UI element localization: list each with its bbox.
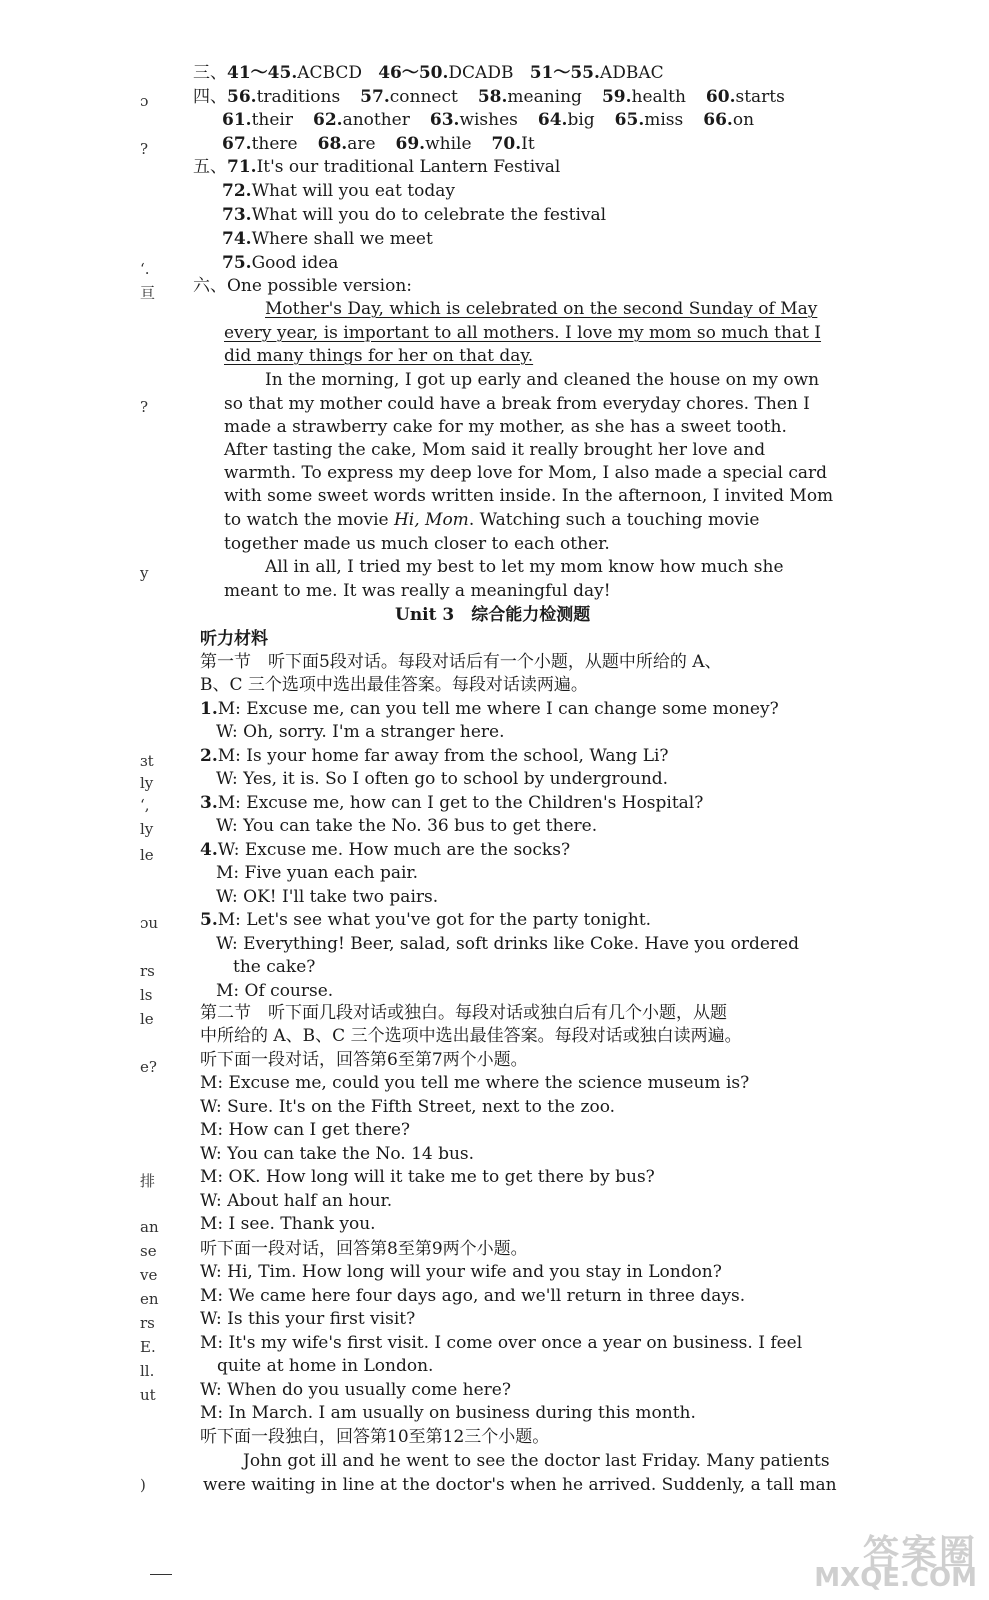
answer-73: 73.What will you do to celebrate the festival bbox=[222, 205, 607, 225]
dialog-line bbox=[216, 768, 668, 790]
answer-number: 64. bbox=[537, 110, 568, 130]
margin-fragment: ut bbox=[140, 1386, 156, 1404]
essay-line: warmth. To express my deep love for Mom, I also made a special card bbox=[224, 463, 827, 483]
answer-number: 57. bbox=[360, 87, 390, 107]
essay-line: After tasting the cake, Mom said it really brought her love and bbox=[224, 440, 766, 460]
margin-fragment: ʻ, bbox=[140, 796, 150, 814]
dialog-line: M: OK. How long will it take me to get there by bus? bbox=[200, 1167, 655, 1187]
answer-number: 69. bbox=[395, 134, 426, 154]
answer-word: their bbox=[251, 110, 293, 130]
essay-line: did many things for her on that day. bbox=[224, 346, 534, 366]
dialog-line bbox=[216, 815, 597, 837]
dialog-number: 5. bbox=[200, 910, 218, 930]
dialog-line: quite at home in London. bbox=[200, 1356, 434, 1376]
margin-fragment: le bbox=[140, 1010, 154, 1028]
listening-title: 听力材料 bbox=[200, 629, 268, 649]
answer-number: 67. bbox=[222, 134, 252, 154]
answer-word: starts bbox=[735, 87, 785, 107]
dialog-number: 3. bbox=[200, 793, 218, 813]
answer-number: 58. bbox=[477, 87, 508, 107]
section-1-instructions: 第一节 听下面5段对话。每段对话后有一个小题，从题中所给的 A、 bbox=[200, 652, 722, 672]
range-41-45: 41～45. bbox=[227, 63, 298, 83]
answer-number: 65. bbox=[614, 110, 645, 130]
answer-word: there bbox=[251, 134, 298, 154]
answer-word: traditions bbox=[256, 87, 341, 107]
margin-fragment: ly bbox=[140, 820, 154, 838]
movie-title: Hi, Mom bbox=[393, 510, 469, 530]
answer-number: 62. bbox=[312, 110, 343, 130]
dialog-line: M: How can I get there? bbox=[200, 1120, 411, 1140]
dialog-number: 4. bbox=[200, 840, 218, 860]
dialog-text: M: Excuse me, how can I get to the Children's Hospital? bbox=[217, 793, 704, 813]
dialog-line bbox=[216, 721, 504, 743]
answer-word: are bbox=[347, 134, 376, 154]
margin-fragment: E. bbox=[140, 1338, 156, 1356]
dialog-line bbox=[200, 745, 669, 767]
margin-fragment: se bbox=[140, 1242, 157, 1260]
dialog-text: M: Excuse me, can you tell me where I can change some money? bbox=[217, 699, 779, 719]
dialog-line: W: You can take the No. 14 bus. bbox=[200, 1143, 475, 1164]
dialog-line bbox=[216, 862, 418, 884]
margin-fragment: rs bbox=[140, 1314, 155, 1332]
monologue-line: were waiting in line at the doctor's when he arrived. Suddenly, a tall man bbox=[203, 1475, 837, 1495]
dialog-text: M: Is your home far away from the school, Wang Li? bbox=[217, 746, 669, 766]
answer-number: 68. bbox=[317, 134, 348, 154]
answer-word: wishes bbox=[459, 110, 518, 130]
margin-fragment: 排 bbox=[140, 1172, 156, 1190]
dialog-line bbox=[200, 909, 651, 931]
answer-word: meaning bbox=[507, 87, 582, 107]
answer-word: connect bbox=[389, 87, 458, 107]
answers-section-3: 三、41～45.ACBCD 46～50.DCADB 51～55.ADBAC bbox=[193, 63, 664, 83]
answer-row-2 bbox=[222, 109, 774, 131]
dialog-text: M: Five yuan each pair. bbox=[216, 863, 419, 883]
essay-line: together made us much closer to each other. bbox=[224, 534, 610, 554]
monologue-line: John got ill and he went to see the doctor last Friday. Many patients bbox=[243, 1451, 830, 1471]
answer-word: another bbox=[342, 110, 410, 130]
question-10-12-heading: 听下面一段独白，回答第10至第12三个小题。 bbox=[200, 1427, 550, 1447]
dialog-text: W: Oh, sorry. I'm a stranger here. bbox=[216, 722, 505, 742]
dialog-number: 2. bbox=[200, 746, 218, 766]
margin-fragment: ɜt bbox=[140, 752, 154, 770]
margin-fragment: rs bbox=[140, 962, 155, 980]
margin-fragment: ll. bbox=[140, 1362, 155, 1380]
dialog-line bbox=[200, 839, 570, 861]
dialog-text: W: Everything! Beer, salad, soft drinks like Coke. Have you ordered bbox=[216, 934, 799, 954]
essay-line: In the morning, I got up early and cleaned the house on my own bbox=[265, 370, 820, 390]
answer-word: miss bbox=[644, 110, 684, 130]
answer-row-3 bbox=[222, 133, 555, 155]
margin-fragment: e? bbox=[140, 1058, 157, 1076]
answer-number: 63. bbox=[429, 110, 460, 130]
dialog-text: the cake? bbox=[216, 957, 316, 977]
dialog-line: W: When do you usually come here? bbox=[200, 1379, 511, 1400]
essay-line: to watch the movie Hi, Mom. Watching such a touching movie bbox=[224, 510, 760, 530]
margin-fragment: ? bbox=[140, 140, 149, 158]
question-6-7-heading: 听下面一段对话，回答第6至第7两个小题。 bbox=[200, 1050, 528, 1070]
dialog-text: W: Yes, it is. So I often go to school by underground. bbox=[216, 769, 669, 789]
essay-line: Mother's Day, which is celebrated on the second Sunday of May bbox=[265, 299, 818, 319]
answer-word: on bbox=[732, 110, 755, 130]
section-2-instructions: 中所给的 A、B、C 三个选项中选出最佳答案。每段对话或独白读两遍。 bbox=[200, 1026, 742, 1046]
dialog-line: W: Sure. It's on the Fifth Street, next to the zoo. bbox=[200, 1096, 616, 1117]
answer-word: health bbox=[631, 87, 686, 107]
dialog-text: M: Let's see what you've got for the party tonight. bbox=[217, 910, 652, 930]
answer-75: 75.Good idea bbox=[222, 253, 339, 273]
dialog-line bbox=[216, 956, 315, 978]
essay-line: meant to me. It was really a meaningful day! bbox=[224, 581, 611, 601]
essay-line: made a strawberry cake for my mother, as she has a sweet tooth. bbox=[224, 417, 787, 437]
essay-line: with some sweet words written inside. In the afternoon, I invited Mom bbox=[224, 486, 834, 506]
margin-fragment: 亘 bbox=[140, 284, 156, 302]
dialog-line: W: Hi, Tim. How long will your wife and you stay in London? bbox=[200, 1262, 722, 1282]
section-2-instructions: 第二节 听下面几段对话或独白。每段对话或独白后有几个小题，从题 bbox=[200, 1003, 727, 1023]
dialog-line bbox=[200, 698, 779, 720]
dialog-line: M: I see. Thank you. bbox=[200, 1214, 376, 1234]
dialog-line: M: We came here four days ago, and we'll return in three days. bbox=[200, 1285, 746, 1306]
answer-number: 60. bbox=[705, 87, 736, 107]
dialog-text: M: Of course. bbox=[216, 981, 334, 1001]
question-8-9-heading: 听下面一段对话，回答第8至第9两个小题。 bbox=[200, 1239, 528, 1259]
margin-fragment: ve bbox=[140, 1266, 158, 1284]
dialog-number: 1. bbox=[200, 699, 218, 719]
margin-fragment: ly bbox=[140, 774, 154, 792]
margin-fragment: ) bbox=[140, 1476, 146, 1494]
footnote-rule bbox=[150, 1574, 172, 1575]
margin-fragment: en bbox=[140, 1290, 159, 1308]
margin-fragment: ɔ bbox=[140, 92, 149, 110]
answers-section-5: 五、71.It's our traditional Lantern Festival bbox=[193, 157, 561, 177]
answer-74: 74.Where shall we meet bbox=[222, 229, 433, 249]
margin-fragment: ls bbox=[140, 986, 153, 1004]
dialog-line bbox=[216, 933, 799, 955]
answer-number: 61. bbox=[222, 110, 252, 130]
answer-number: 56. bbox=[227, 87, 257, 107]
dialog-text: W: Excuse me. How much are the socks? bbox=[217, 840, 571, 860]
watermark-logo: 答案圈 MXQE.COM bbox=[814, 1533, 977, 1593]
unit-title: Unit 3 综合能力检测题 bbox=[395, 605, 591, 625]
margin-fragment: y bbox=[140, 564, 149, 582]
essay-line: so that my mother could have a break from everyday chores. Then I bbox=[224, 394, 810, 414]
answer-row-1 bbox=[227, 87, 805, 107]
dialog-line: W: About half an hour. bbox=[200, 1190, 393, 1211]
margin-fragment: an bbox=[140, 1218, 159, 1236]
dialog-line bbox=[200, 792, 703, 814]
answer-number: 70. bbox=[491, 134, 522, 154]
dialog-text: W: You can take the No. 36 bus to get there. bbox=[216, 816, 598, 836]
answer-number: 66. bbox=[703, 110, 733, 130]
answer-word: big bbox=[567, 110, 595, 130]
margin-fragment: ʻ. bbox=[140, 260, 150, 278]
essay-line: every year, is important to all mothers. I love my mom so much that I bbox=[224, 323, 822, 343]
dialog-line: M: Excuse me, could you tell me where the science museum is? bbox=[200, 1073, 750, 1093]
answer-72: 72.What will you eat today bbox=[222, 181, 455, 201]
dialog-line bbox=[216, 980, 333, 1002]
dialog-text: W: OK! I'll take two pairs. bbox=[216, 887, 439, 907]
essay-line: All in all, I tried my best to let my mom know how much she bbox=[265, 557, 784, 577]
answers-section-4-row1: 四、56.traditions 57.connect 58.meaning 59.health 60.starts bbox=[193, 86, 805, 108]
answers-section-6: 六、One possible version: bbox=[193, 276, 412, 296]
answer-word: while bbox=[425, 134, 472, 154]
dialog-line: M: In March. I am usually on business during this month. bbox=[200, 1403, 696, 1423]
answer-number: 59. bbox=[601, 87, 632, 107]
section-1-instructions: B、C 三个选项中选出最佳答案。每段对话读两遍。 bbox=[200, 675, 588, 695]
margin-fragment: ? bbox=[140, 398, 149, 416]
dialog-line: W: Is this your first visit? bbox=[200, 1309, 416, 1329]
margin-fragment: ɔu bbox=[140, 914, 159, 932]
dialog-line bbox=[216, 886, 438, 908]
answer-word: It bbox=[521, 134, 535, 154]
dialog-line: M: It's my wife's first visit. I come over once a year on business. I feel bbox=[200, 1332, 803, 1353]
margin-fragment: le bbox=[140, 846, 154, 864]
